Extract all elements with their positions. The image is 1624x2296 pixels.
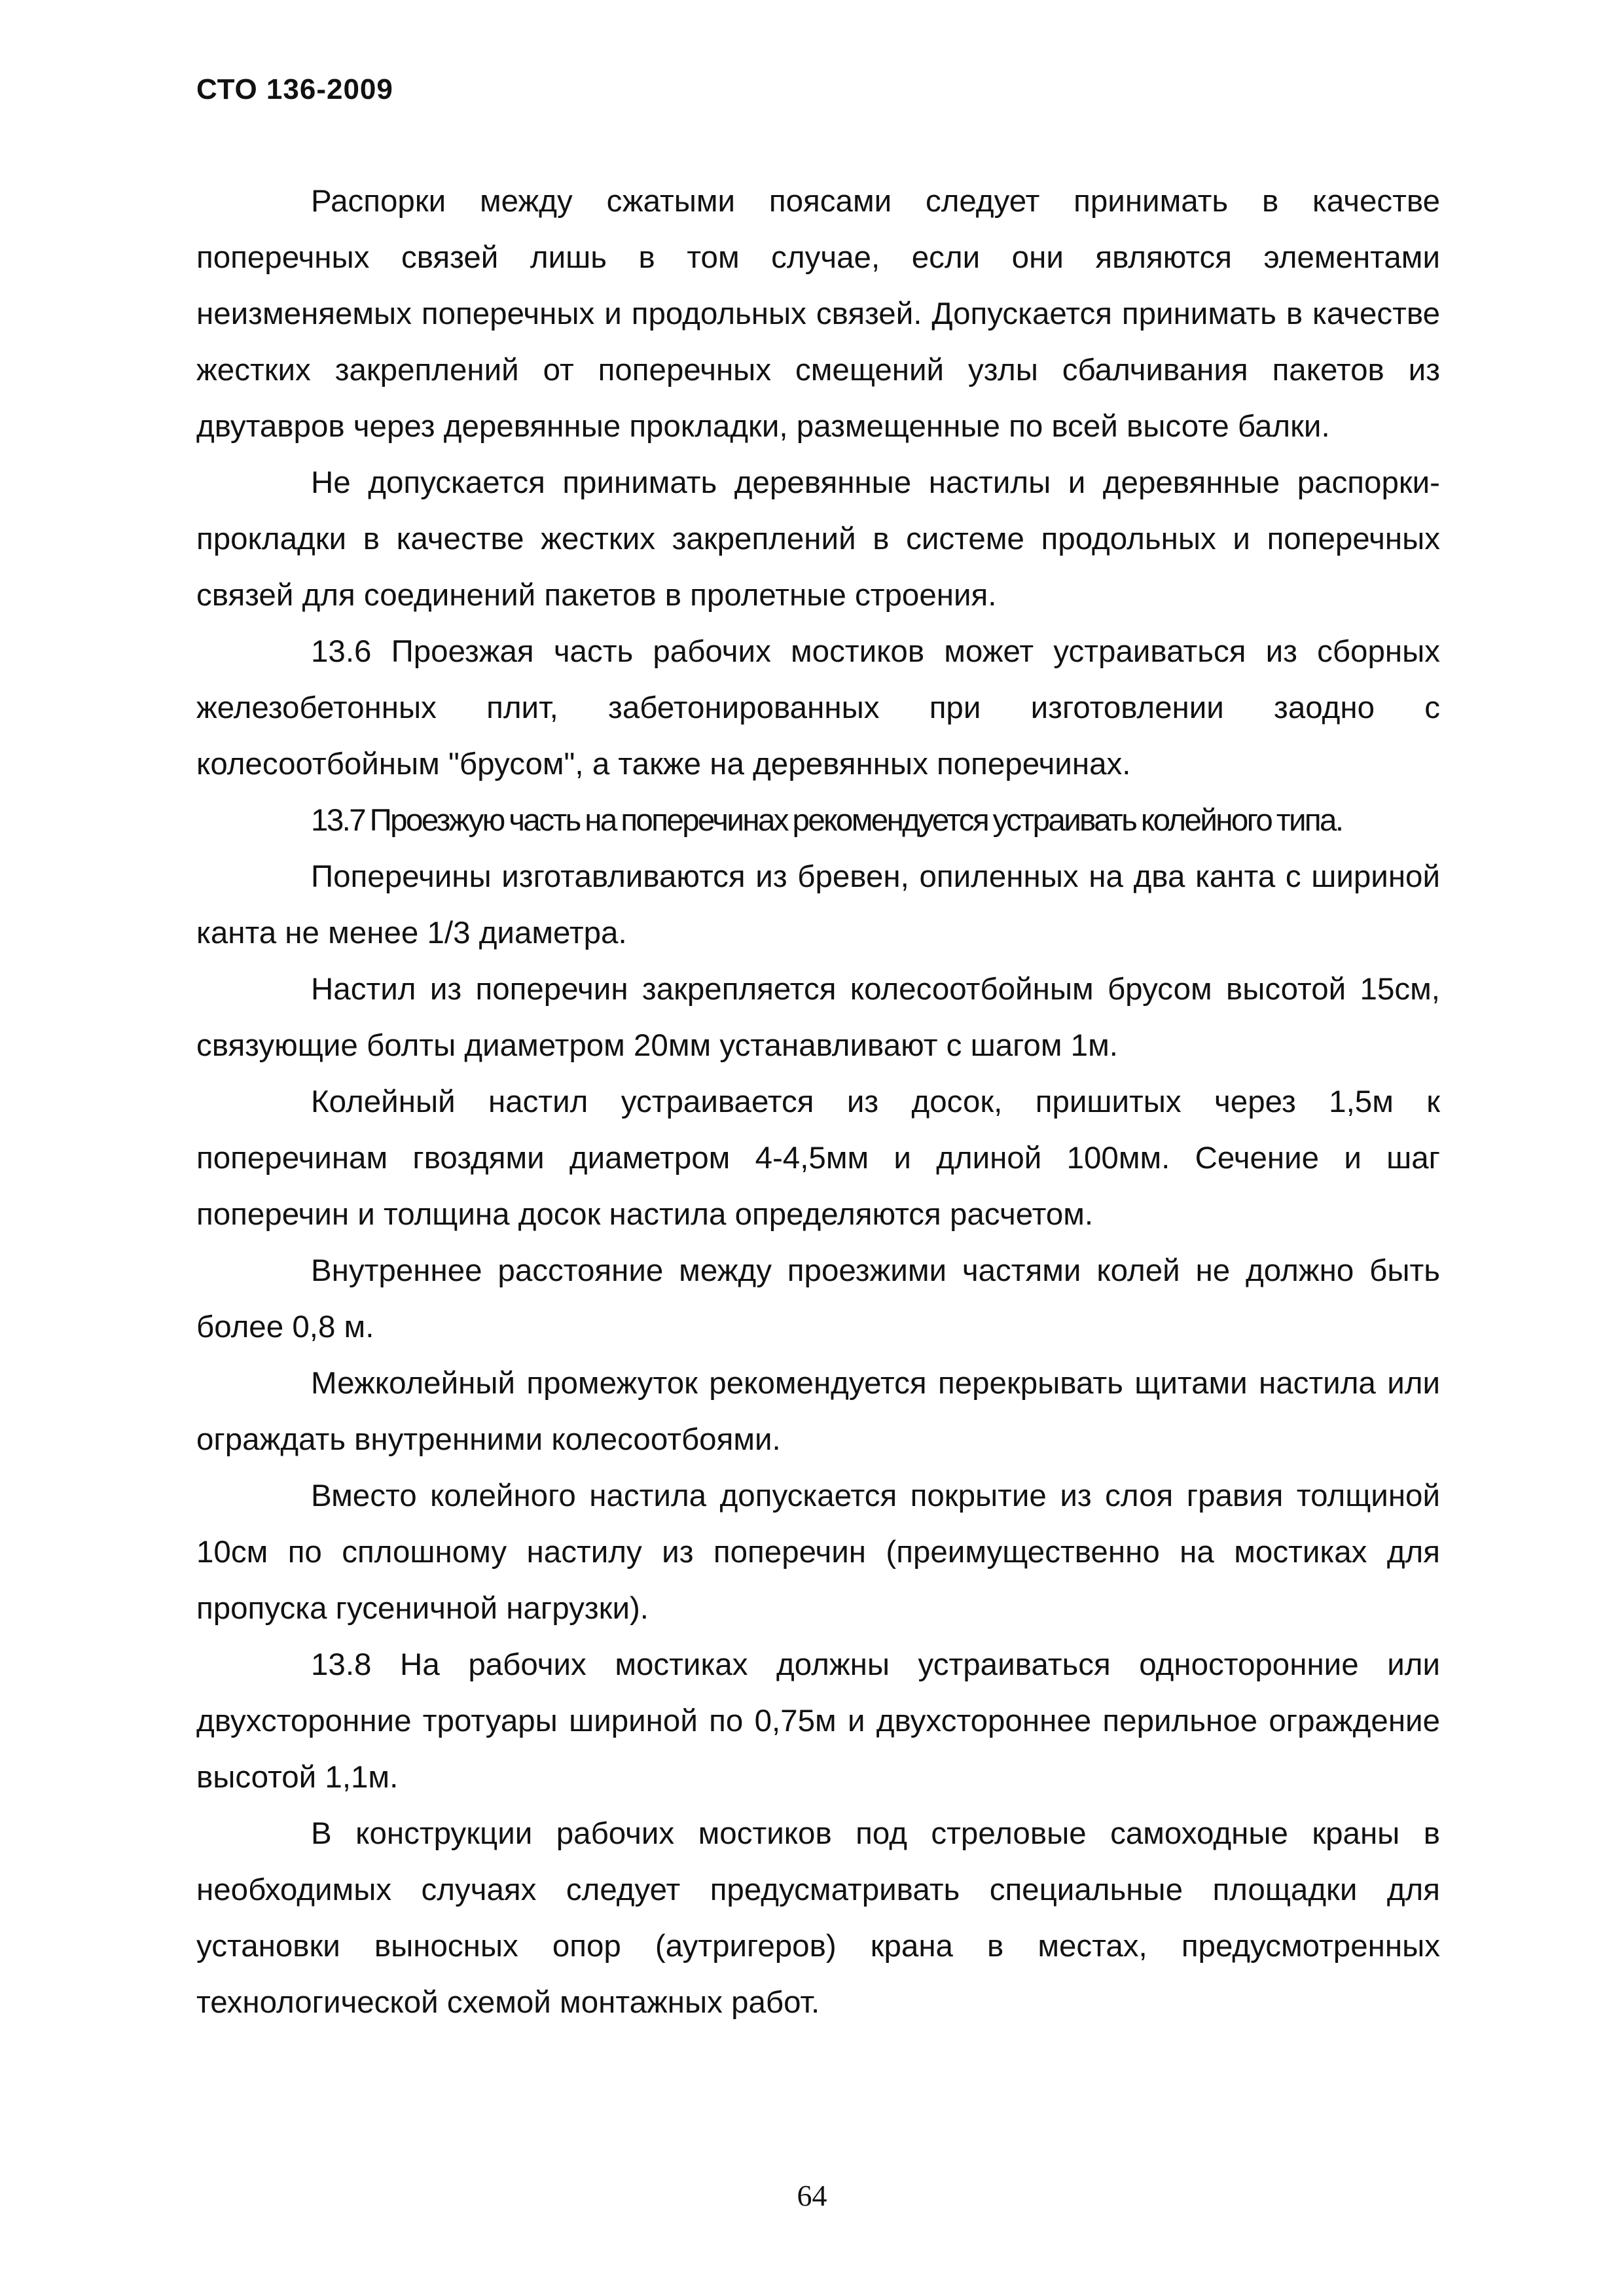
paragraph-13-8: 13.8 На рабочих мостиках должны устраиваться односторонние или двухсторонние тротуары шириной по 0,75м и двухстороннее перильное ограждение высотой 1,1м. (196, 1647, 1440, 1795)
paragraph-track-decking: Колейный настил устраивается из досок, пришитых через 1,5м к поперечинам гвоздями диаметром 4-4,5мм и длиной 100мм. Сечение и шаг поперечин и толщина досок настила определяются расчетом. (196, 1085, 1440, 1232)
paragraph-13-6: 13.6 Проезжая часть рабочих мостиков может устраиваться из сборных железобетонных плит, забетонированных при изготовлении заодно с колесоотбойным "брусом", а также на деревянных поперечинах. (196, 634, 1440, 781)
page-number: 64 (797, 2179, 827, 2212)
paragraph-struts: Распорки между сжатыми поясами следует принимать в качестве поперечных связей лишь в том случае, если они являются элементами неизменяемых поперечных и продольных связей. Допускается принимать в качестве жестких закреплений от поперечных смещений узлы сбалчивания пакетов из двутавров через деревянные прокладки, размещенные по всей высоте балки. (196, 184, 1440, 444)
paragraph-inter-track-gap: Межколейный промежуток рекомендуется перекрывать щитами настила или ограждать внутренними колесоотбоями. (196, 1366, 1440, 1457)
paragraph-wooden-decking: Не допускается принимать деревянные настилы и деревянные распорки-прокладки в качестве жестких закреплений в системе продольных и поперечных связей для соединений пакетов в пролетные строения. (196, 465, 1440, 613)
paragraph-13-7: 13.7 Проезжую часть на поперечинах рекомендуется устраивать колейного типа. (311, 803, 1343, 838)
paragraph-gravel-cover: Вместо колейного настила допускается покрытие из слоя гравия толщиной 10см по сплошному настилу из поперечин (преимущественно на мостиках для пропуска гусеничной нагрузки). (196, 1479, 1440, 1626)
body-text (196, 173, 1440, 2031)
paragraph-crossbeams: Поперечины изготавливаются из бревен, опиленных на два канта с шириной канта не менее 1/3 диаметра. (196, 859, 1440, 950)
document-code: СТО 136-2009 (196, 73, 393, 105)
paragraph-crane-platforms: В конструкции рабочих мостиков под стреловые самоходные краны в необходимых случаях следует предусматривать специальные площадки для установки выносных опор (аутригеров) крана в местах, предусмотренных технологической схемой монтажных работ. (196, 1816, 1440, 2020)
paragraph-inner-distance: Внутреннее расстояние между проезжими частями колей не должно быть более 0,8 м. (196, 1253, 1440, 1344)
paragraph-decking-fixing: Настил из поперечин закрепляется колесоотбойным брусом высотой 15см, связующие болты диаметром 20мм устанавливают с шагом 1м. (196, 972, 1440, 1063)
